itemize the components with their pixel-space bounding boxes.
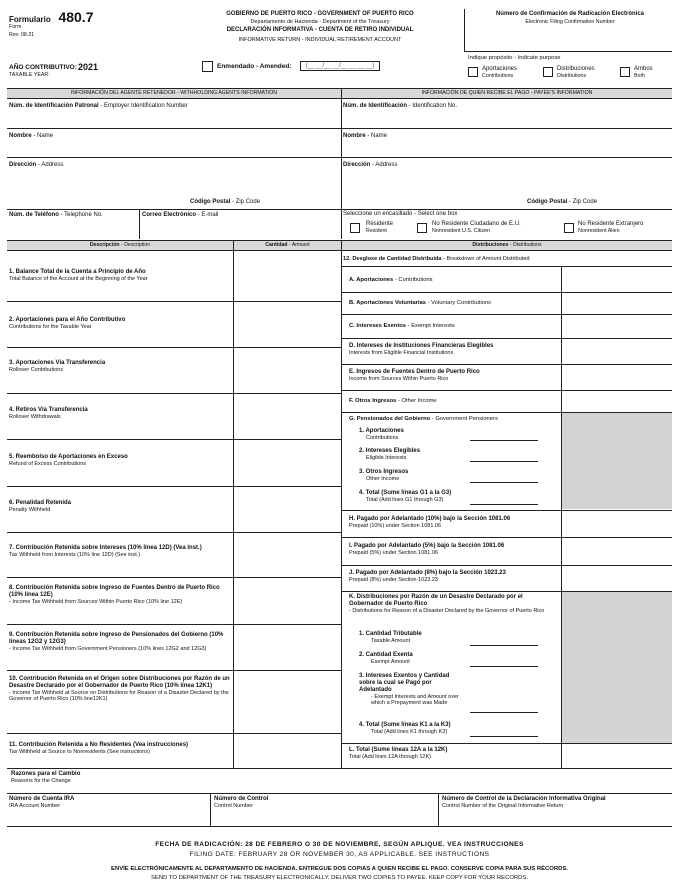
form-label: Formulario xyxy=(9,15,51,24)
agent-zip-label: Código Postal - Zip Code xyxy=(190,199,261,205)
payee-id-field[interactable]: Núm. de Identificación - Identification No. xyxy=(343,103,458,109)
line-12c: C. Intereses Exentos - Exempt Interests xyxy=(349,323,455,329)
payee-select-label: Seleccione un encasillado - Select one box xyxy=(343,211,458,217)
description-header: Descripción - Description xyxy=(7,240,233,251)
withholding-agent-bar: INFORMACIÓN DEL AGENTE RETENEDOR - WITHHOLDING AGENTS INFORMATION xyxy=(7,88,341,99)
nonresident-alien-checkbox[interactable] xyxy=(564,223,574,233)
amended-date-field[interactable]: (__ __/__ __/__ __ __ __) xyxy=(300,61,380,71)
confirmation-label: Número de Confirmación de Radicación Electrónica xyxy=(495,11,645,17)
form-number-block xyxy=(9,9,94,25)
line-7: 7. Contribución Retenida sobre Intereses (10% línea 12D) (Vea inst.) Tax Withheld from Interests (10% line 12D) (See inst.) xyxy=(9,545,202,558)
reasons-for-change[interactable]: Razones para el Cambio Reasons for the Change xyxy=(11,771,81,784)
revision: Rev. 08.21 xyxy=(9,32,35,38)
line-12b: B. Aportaciones Voluntarias - Voluntary Contributions xyxy=(349,300,492,306)
line-9: 9. Contribución Retenida sobre Ingreso de Pensionados del Gobierno (10% líneas 12G2 y 12G3) - Income Tax Withheld from Government Pensioners (10% lines 12G2 and 12G3) xyxy=(9,632,224,652)
title-es: DECLARACIÓN INFORMATIVA - CUENTA DE RETIRO INDIVIDUAL xyxy=(226,27,414,34)
original-control-number-field[interactable]: Número de Control de la Declaración Informativa Original Control Number of the Original Informative Return xyxy=(442,796,606,809)
g1-amount-line[interactable] xyxy=(470,440,538,441)
line-12e: E. Ingresos de Fuentes Dentro de Puerto Rico Income from Sources Within Puerto Rico xyxy=(349,369,480,382)
line-12j: J. Pagado por Adelantado (8%) bajo la Sección 1023.23 Prepaid (8%) under Section 1023.23 xyxy=(349,570,506,583)
purpose-contributions-checkbox[interactable] xyxy=(468,67,478,77)
line-12h: H. Pagado por Adelantado (10%) bajo la Sección 1081.06 Prepaid (10%) under Section 1081.06 xyxy=(349,516,511,529)
agent-email-field[interactable]: Correo Electrónico - E-mail xyxy=(142,212,219,218)
payee-name-field[interactable]: Nombre - Name xyxy=(343,133,388,139)
line-12l: L. Total (Sume líneas 12A a la 12K) Total (Add lines 12A through 12K) xyxy=(349,747,448,760)
line-10: 10. Contribución Retenida en el Origen sobre Distribuciones por Razón de un Desastre Declarado por el Gobernador de Puerto Rico (10% línea 12K1) - Income Tax Withheld at Source on Distributions for Reason of a Disaster Declared by the Governor of Puerto Rico (10% line12K1) xyxy=(9,676,230,703)
line-12g: G. Pensionados del Gobierno - Government Pensioners xyxy=(349,416,498,422)
amended-checkbox[interactable] xyxy=(202,61,213,72)
payee-zip-label: Código Postal - Zip Code xyxy=(527,199,598,205)
line-8: 8. Contribución Retenida sobre Ingreso de Fuentes Dentro de Puerto Rico (10% línea 12E) - Income Tax Withheld from Sources Within Puerto Rico (10% line 12E) xyxy=(9,585,220,605)
line-12a: A. Aportaciones - Contributions xyxy=(349,277,433,283)
gov-line: GOBIERNO DE PUERTO RICO - GOVERNMENT OF PUERTO RICO xyxy=(226,11,414,17)
tax-year-en: TAXABLE YEAR: xyxy=(9,72,50,78)
line-12g2: 2. Intereses Elegibles Eligible Interests xyxy=(359,448,421,461)
agent-address-field[interactable]: Dirección - Address xyxy=(9,162,64,168)
agent-phone-field[interactable]: Núm. de Teléfono - Telephone No. xyxy=(9,212,103,218)
line-12k2: 2. Cantidad Exenta Exempt Amount xyxy=(359,652,413,665)
confirmation-label-en: Electronic Filing Confirmation Number xyxy=(525,19,615,25)
nonresident-citizen-label-en: Nonresident U.S. Citizen xyxy=(432,227,490,234)
control-number-field[interactable]: Número de Control Control Number xyxy=(214,796,269,809)
purpose-both-label: Ambos xyxy=(634,66,653,72)
payee-bar: INFORMACIÓN DE QUIEN RECIBE EL PAGO - PAYEE'S INFORMATION xyxy=(341,88,672,99)
form-number: 480.7 xyxy=(58,9,94,25)
g3-amount-line[interactable] xyxy=(470,482,538,483)
ira-account-field[interactable]: Número de Cuenta IRA IRA Account Number xyxy=(9,796,75,809)
k4-amount-line[interactable] xyxy=(470,736,538,737)
purpose-contributions-label-en: Contributions xyxy=(482,72,514,79)
purpose-distributions-checkbox[interactable] xyxy=(543,67,553,77)
g-shaded-area xyxy=(562,413,672,509)
line-12i: I. Pagado por Adelantado (5%) bajo la Sección 1081.06 Prepaid (5%) under Section 1081.06 xyxy=(349,543,505,556)
line-5: 5. Reembolso de Aportaciones en Exceso Refund of Excess Contributions xyxy=(9,454,128,467)
amount-header: Cantidad - Amount xyxy=(233,240,341,251)
resident-label: Residente xyxy=(366,221,394,227)
purpose-both-checkbox[interactable] xyxy=(620,67,630,77)
line-12f: F. Otros Ingresos - Other Income xyxy=(349,398,437,404)
line-6: 6. Penalidad Retenida Penalty Withheld xyxy=(9,500,72,513)
line-4: 4. Retiros Vía Transferencia Rollover Withdrawals xyxy=(9,407,88,420)
line-12k4: 4. Total (Sume líneas K1 a la K3) Total (Add lines K1 through K3) xyxy=(359,722,451,735)
dept-line: Departamento de Hacienda - Department of the Treasury xyxy=(250,18,390,25)
agent-name-field[interactable]: Nombre - Name xyxy=(9,133,54,139)
payee-address-field[interactable]: Dirección - Address xyxy=(343,162,398,168)
title-en: INFORMATIVE RETURN - INDIVIDUAL RETIREMENT ACCOUNT xyxy=(238,37,402,44)
line-11: 11. Contribución Retenida a No Residentes (Vea instrucciones) Tax Withheld at Source to Nonresidents (See instructions) xyxy=(9,742,189,755)
nonresident-alien-label-en: Nonresident Alien xyxy=(578,227,620,234)
resident-label-en: Resident xyxy=(366,227,387,234)
resident-checkbox[interactable] xyxy=(350,223,360,233)
nonresident-citizen-checkbox[interactable] xyxy=(417,223,427,233)
header-center xyxy=(175,11,465,43)
k1-amount-line[interactable] xyxy=(470,645,538,646)
line-12k1: 1. Cantidad Tributable Taxable Amount xyxy=(359,631,422,644)
filing-date-en: FILING DATE: FEBRUARY 28 OR NOVEMBER 30, AS APPLICABLE. SEE INSTRUCTIONS xyxy=(189,851,490,858)
distributions-header: Distribuciones - Distributions xyxy=(341,240,672,251)
line-3: 3. Aportaciones Vía Transferencia Rollover Contributions xyxy=(9,360,106,373)
send-instructions-en: SEND TO DEPARTMENT OF THE TREASURY ELECTRONICALLY. DELIVER TWO COPIES TO PAYEE. KEEP COPY FOR YOUR RECORDS. xyxy=(151,875,528,881)
nonresident-alien-label: No Residente Extranjero xyxy=(578,221,644,227)
line-1: 1. Balance Total de la Cuenta a Principio de Año Total Balance of the Account at the Beginning of the Year xyxy=(9,269,148,282)
line-12-breakdown: 12. Desglose de Cantidad Distribuida - Breakdown of Amount Distributed xyxy=(343,256,530,262)
amended-label: Enmendado - Amended: xyxy=(217,63,292,70)
tax-year: 2021 xyxy=(78,62,99,72)
k3-amount-line[interactable] xyxy=(470,712,538,713)
send-instructions-es: ENVÍE ELECTRÓNICAMENTE AL DEPARTAMENTO DE HACIENDA. ENTREGUE DOS COPIAS A QUIEN RECIBE EL PAGO. CONSERVE COPIA PARA SUS RÉCORDS. xyxy=(111,866,568,872)
line-12d: D. Intereses de Instituciones Financieras Elegibles Interests from Eligible Financial Institutions xyxy=(349,343,494,356)
k-shaded-area xyxy=(562,592,672,743)
purpose-both-label-en: Both xyxy=(634,72,645,79)
line-12g4: 4. Total (Sume líneas G1 a la G3) Total (Add lines G1 through G3) xyxy=(359,490,452,503)
purpose-label: Indique propósito - Indicate purpose xyxy=(468,55,561,61)
line-12k: K. Distribuciones por Razón de un Desastre Declarado por el Gobernador de Puerto Rico - Distributions for Reason of a Disaster Declared by the Governor of Puerto Rico xyxy=(349,594,545,614)
purpose-distributions-label-en: Distributions xyxy=(557,72,587,79)
purpose-contributions-label: Aportaciones xyxy=(482,66,518,72)
g2-amount-line[interactable] xyxy=(470,461,538,462)
form-label-en: Form xyxy=(9,24,22,30)
tax-year-label: AÑO CONTRIBUTIVO: xyxy=(9,64,77,71)
line-12g3: 3. Otros Ingresos Other Income xyxy=(359,469,409,482)
line-12k3: 3. Intereses Exentos y Cantidad sobre la cual se Pagó por Adelantado - Exempt Interests and Amount over which a Prepayment was Made xyxy=(359,673,459,706)
filing-date-es: FECHA DE RADICACIÓN: 28 DE FEBRERO O 30 DE NOVIEMBRE, SEGÚN APLIQUE. VEA INSTRUCCIONES xyxy=(155,841,524,848)
ein-field[interactable]: Núm. de Identificación Patronal - Employer Identification Number xyxy=(9,103,188,109)
line-12g1: 1. Aportaciones Contributions xyxy=(359,428,404,441)
line-2: 2. Aportaciones para el Año Contributivo Contributions for the Taxable Year xyxy=(9,317,126,330)
g4-amount-line[interactable] xyxy=(470,504,538,505)
purpose-distributions-label: Distribuciones xyxy=(557,66,595,72)
nonresident-citizen-label: No Residente Ciudadano de E.U. xyxy=(432,221,521,227)
k2-amount-line[interactable] xyxy=(470,666,538,667)
